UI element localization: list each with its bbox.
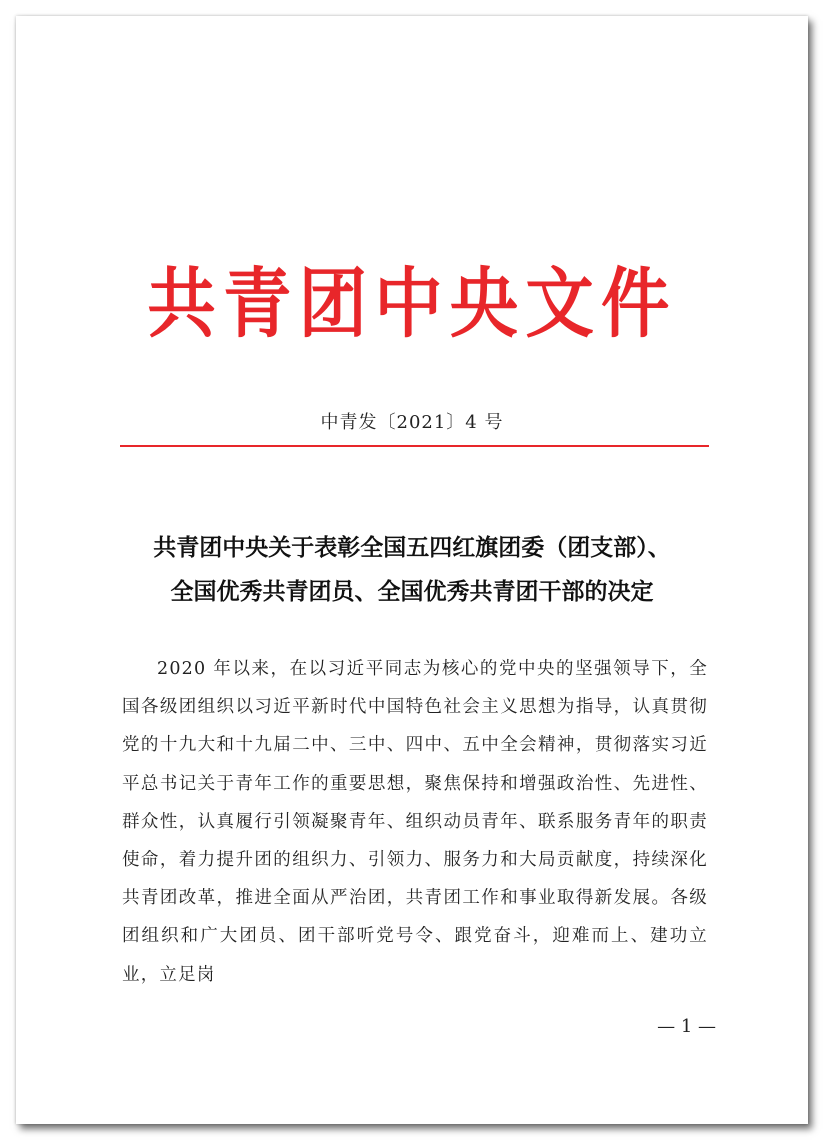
header-divider <box>120 445 709 447</box>
body-paragraph: 2020 年以来，在以习近平同志为核心的党中央的坚强领导下，全国各级团组织以习近平新时代中国特色社会主义思想为指导，认真贯彻党的十九大和十九届二中、三中、四中、五中全会精神，贯彻落实习近平总书记关于青年工作的重要思想，聚焦保持和增强政治性、先进性、群众性，认真履行引领凝聚青年、组织动员青年、联系服务青年的职责使命，着力提升团的组织力、引领力、服务力和大局贡献度，持续深化共青团改革，推进全面从严治团，共青团工作和事业取得新发展。各级团组织和广大团员、团干部听党号令、跟党奋斗，迎难而上、建功立业，立足岗 <box>122 659 708 985</box>
document-heading <box>96 526 728 614</box>
document-number: 中青发〔2021〕4 号 <box>320 412 504 433</box>
document-heading-line-1: 共青团中央关于表彰全国五四红旗团委（团支部）、 <box>153 535 671 561</box>
document-page <box>16 16 808 1124</box>
document-header-title: 共青团中央文件 <box>147 259 677 348</box>
document-heading-line-2: 全国优秀共青团员、全国优秀共青团干部的决定 <box>170 579 654 605</box>
page-number: — 1 — <box>657 1016 716 1037</box>
